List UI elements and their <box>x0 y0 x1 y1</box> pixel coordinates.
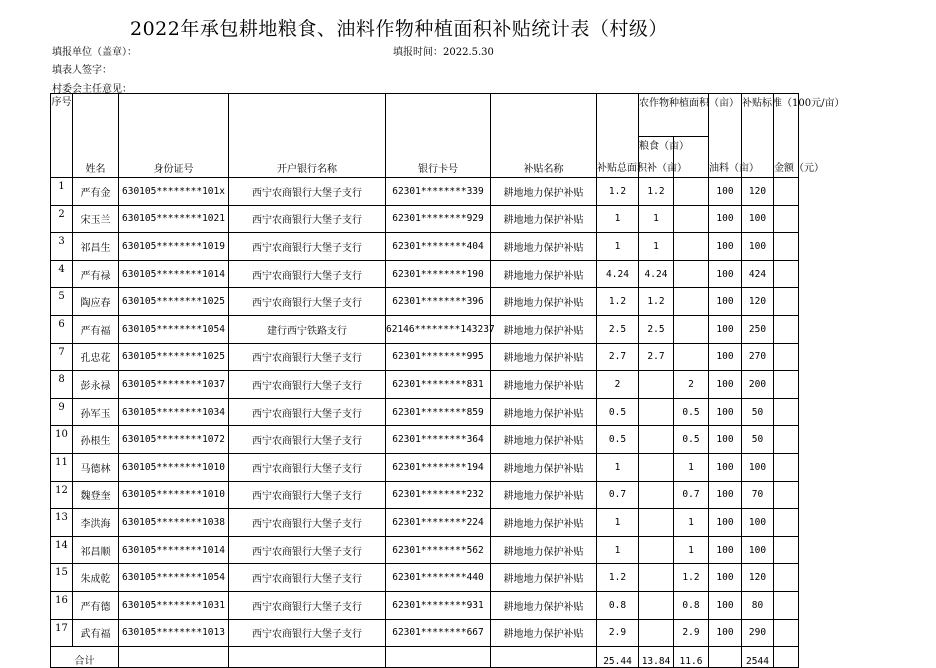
table-row <box>51 509 799 537</box>
cell-seq: 14 <box>51 536 73 564</box>
cell-amount: 50 <box>742 398 774 426</box>
cell-id: 630105********1072 <box>119 426 229 454</box>
cell-subsidy: 耕地地力保护补贴 <box>491 315 597 343</box>
cell-amount: 424 <box>742 260 774 288</box>
cell-total-area: 0.5 <box>597 398 639 426</box>
cell-id: 630105********1034 <box>119 398 229 426</box>
cell-oil <box>674 178 709 206</box>
cell-seq: 15 <box>51 564 73 592</box>
cell-total-area: 1 <box>597 509 639 537</box>
cell-oil: 1 <box>674 453 709 481</box>
total-subsidy <box>491 647 597 668</box>
cell-amount: 70 <box>742 481 774 509</box>
cell-subsidy: 耕地地力保护补贴 <box>491 536 597 564</box>
total-id <box>119 647 229 668</box>
cell-oil <box>674 288 709 316</box>
cell-card: 62301********190 <box>386 260 491 288</box>
cell-bank: 西宁农商银行大堡子支行 <box>229 426 386 454</box>
cell-card: 62301********396 <box>386 288 491 316</box>
cell-subsidy: 耕地地力保护补贴 <box>491 509 597 537</box>
cell-subsidy: 耕地地力保护补贴 <box>491 564 597 592</box>
cell-seq: 10 <box>51 426 73 454</box>
cell-amount: 50 <box>742 426 774 454</box>
cell-standard: 100 <box>709 343 742 371</box>
cell-amount: 100 <box>742 205 774 233</box>
cell-bank: 西宁农商银行大堡子支行 <box>229 509 386 537</box>
cell-card: 62301********929 <box>386 205 491 233</box>
cell-standard: 100 <box>709 591 742 619</box>
cell-oil <box>674 343 709 371</box>
cell-subsidy: 耕地地力保护补贴 <box>491 481 597 509</box>
total-card <box>386 647 491 668</box>
cell-standard: 100 <box>709 481 742 509</box>
cell-oil: 0.7 <box>674 481 709 509</box>
header-standard: 补贴标准（100元/亩） <box>742 94 774 178</box>
table-row <box>51 591 799 619</box>
cell-total-area: 1 <box>597 205 639 233</box>
cell-oil: 0.8 <box>674 591 709 619</box>
cell-bank: 西宁农商银行大堡子支行 <box>229 591 386 619</box>
cell-amount: 200 <box>742 371 774 399</box>
cell-id: 630105********1025 <box>119 288 229 316</box>
cell-seq: 4 <box>51 260 73 288</box>
total-oil: 11.6 <box>674 647 709 668</box>
cell-subsidy: 耕地地力保护补贴 <box>491 233 597 261</box>
cell-total-area: 1.2 <box>597 288 639 316</box>
header-oil: 油料（亩） <box>709 94 742 178</box>
table-row <box>51 371 799 399</box>
cell-card: 62301********831 <box>386 371 491 399</box>
cell-grain <box>639 509 674 537</box>
cell-oil: 2.9 <box>674 619 709 647</box>
total-amount: 2544 <box>742 647 774 668</box>
cell-card: 62301********931 <box>386 591 491 619</box>
cell-name: 祁昌生 <box>73 233 119 261</box>
cell-grain <box>639 398 674 426</box>
cell-oil: 1.2 <box>674 564 709 592</box>
cell-grain <box>639 481 674 509</box>
cell-card: 62301********404 <box>386 233 491 261</box>
cell-seq: 6 <box>51 315 73 343</box>
cell-standard: 100 <box>709 288 742 316</box>
cell-remark <box>774 205 799 233</box>
cell-total-area: 1 <box>597 453 639 481</box>
cell-standard: 100 <box>709 398 742 426</box>
cell-total-area: 2.7 <box>597 343 639 371</box>
cell-id: 630105********1038 <box>119 509 229 537</box>
cell-standard: 100 <box>709 619 742 647</box>
cell-name: 李洪海 <box>73 509 119 537</box>
cell-bank: 西宁农商银行大堡子支行 <box>229 453 386 481</box>
cell-standard: 100 <box>709 233 742 261</box>
table-row <box>51 205 799 233</box>
cell-id: 630105********1010 <box>119 453 229 481</box>
cell-standard: 100 <box>709 205 742 233</box>
cell-bank: 西宁农商银行大堡子支行 <box>229 398 386 426</box>
cell-card: 62301********562 <box>386 536 491 564</box>
total-grain: 13.84 <box>639 647 674 668</box>
cell-amount: 120 <box>742 288 774 316</box>
table-row <box>51 260 799 288</box>
cell-standard: 100 <box>709 371 742 399</box>
page-title: 2022年承包耕地粮食、油料作物种植面积补贴统计表（村级） <box>130 18 668 40</box>
cell-name: 严有德 <box>73 591 119 619</box>
header-card: 银行卡号 <box>386 94 491 178</box>
cell-grain <box>639 619 674 647</box>
cell-name: 马德林 <box>73 453 119 481</box>
cell-total-area: 0.8 <box>597 591 639 619</box>
cell-amount: 250 <box>742 315 774 343</box>
cell-subsidy: 耕地地力保护补贴 <box>491 426 597 454</box>
cell-name: 孙根生 <box>73 426 119 454</box>
cell-oil: 1 <box>674 536 709 564</box>
header-amount: 金额（元） <box>774 94 799 178</box>
cell-remark <box>774 260 799 288</box>
cell-id: 630105********1037 <box>119 371 229 399</box>
table-row <box>51 453 799 481</box>
total-bank <box>229 647 386 668</box>
cell-grain: 4.24 <box>639 260 674 288</box>
cell-card: 62301********339 <box>386 178 491 206</box>
table-row <box>51 288 799 316</box>
cell-total-area: 1 <box>597 233 639 261</box>
cell-total-area: 0.7 <box>597 481 639 509</box>
cell-oil <box>674 233 709 261</box>
cell-name: 孙军玉 <box>73 398 119 426</box>
header-crop-area: 农作物种植面积（亩） <box>639 94 709 137</box>
cell-amount: 100 <box>742 233 774 261</box>
cell-remark <box>774 233 799 261</box>
cell-amount: 120 <box>742 564 774 592</box>
cell-remark <box>774 509 799 537</box>
cell-id: 630105********1019 <box>119 233 229 261</box>
cell-id: 630105********1021 <box>119 205 229 233</box>
cell-amount: 100 <box>742 453 774 481</box>
cell-remark <box>774 343 799 371</box>
cell-bank: 西宁农商银行大堡子支行 <box>229 536 386 564</box>
cell-name: 陶应春 <box>73 288 119 316</box>
cell-seq: 7 <box>51 343 73 371</box>
total-remark <box>774 647 799 668</box>
cell-seq: 3 <box>51 233 73 261</box>
cell-total-area: 2.9 <box>597 619 639 647</box>
cell-remark <box>774 398 799 426</box>
cell-seq: 16 <box>51 591 73 619</box>
cell-bank: 西宁农商银行大堡子支行 <box>229 260 386 288</box>
cell-seq: 9 <box>51 398 73 426</box>
cell-total-area: 1.2 <box>597 564 639 592</box>
cell-id: 630105********101x <box>119 178 229 206</box>
cell-remark <box>774 288 799 316</box>
total-standard <box>709 647 742 668</box>
cell-grain <box>639 371 674 399</box>
cell-grain: 1 <box>639 233 674 261</box>
header-total-area: 补贴总面积补（亩） <box>597 94 639 178</box>
cell-remark <box>774 426 799 454</box>
cell-grain: 1.2 <box>639 178 674 206</box>
cell-subsidy: 耕地地力保护补贴 <box>491 178 597 206</box>
cell-id: 630105********1014 <box>119 260 229 288</box>
total-area: 25.44 <box>597 647 639 668</box>
totals-row <box>51 647 799 668</box>
cell-bank: 西宁农商银行大堡子支行 <box>229 343 386 371</box>
cell-subsidy: 耕地地力保护补贴 <box>491 591 597 619</box>
cell-seq: 1 <box>51 178 73 206</box>
cell-name: 宋玉兰 <box>73 205 119 233</box>
cell-amount: 100 <box>742 509 774 537</box>
subsidy-table <box>50 93 845 668</box>
reporting-unit-label: 填报单位（盖章）： <box>52 47 137 58</box>
table-row <box>51 315 799 343</box>
cell-card: 62301********194 <box>386 453 491 481</box>
cell-name: 祁昌顺 <box>73 536 119 564</box>
table-row <box>51 398 799 426</box>
table-row <box>51 619 799 647</box>
table-row <box>51 178 799 206</box>
cell-remark <box>774 564 799 592</box>
cell-bank: 西宁农商银行大堡子支行 <box>229 481 386 509</box>
cell-subsidy: 耕地地力保护补贴 <box>491 205 597 233</box>
cell-oil: 0.5 <box>674 426 709 454</box>
cell-bank: 西宁农商银行大堡子支行 <box>229 564 386 592</box>
cell-grain: 2.5 <box>639 315 674 343</box>
cell-id: 630105********1013 <box>119 619 229 647</box>
cell-amount: 100 <box>742 536 774 564</box>
cell-grain <box>639 453 674 481</box>
cell-bank: 西宁农商银行大堡子支行 <box>229 178 386 206</box>
cell-bank: 西宁农商银行大堡子支行 <box>229 371 386 399</box>
cell-subsidy: 耕地地力保护补贴 <box>491 260 597 288</box>
cell-standard: 100 <box>709 426 742 454</box>
cell-name: 孔忠花 <box>73 343 119 371</box>
header-grain: 粮食（亩） <box>639 137 674 178</box>
cell-grain: 2.7 <box>639 343 674 371</box>
cell-name: 朱成乾 <box>73 564 119 592</box>
cell-amount: 80 <box>742 591 774 619</box>
cell-remark <box>774 536 799 564</box>
cell-bank: 建行西宁铁路支行 <box>229 315 386 343</box>
cell-name: 严有禄 <box>73 260 119 288</box>
director-opinion-label: 村委会主任意见： <box>52 84 132 95</box>
cell-id: 630105********1054 <box>119 315 229 343</box>
table-row <box>51 343 799 371</box>
cell-card: 62301********859 <box>386 398 491 426</box>
cell-seq: 8 <box>51 371 73 399</box>
cell-total-area: 1 <box>597 536 639 564</box>
cell-remark <box>774 178 799 206</box>
cell-seq: 2 <box>51 205 73 233</box>
cell-name: 彭永禄 <box>73 371 119 399</box>
cell-card: 62301********224 <box>386 509 491 537</box>
cell-remark <box>774 453 799 481</box>
cell-remark <box>774 591 799 619</box>
cell-id: 630105********1025 <box>119 343 229 371</box>
filler-signature-label: 填表人签字： <box>52 65 112 76</box>
cell-standard: 100 <box>709 536 742 564</box>
cell-amount: 270 <box>742 343 774 371</box>
header-bank: 开户银行名称 <box>229 94 386 178</box>
table-row <box>51 481 799 509</box>
cell-card: 62301********995 <box>386 343 491 371</box>
cell-seq: 12 <box>51 481 73 509</box>
cell-oil <box>674 315 709 343</box>
cell-total-area: 0.5 <box>597 426 639 454</box>
cell-standard: 100 <box>709 315 742 343</box>
cell-standard: 100 <box>709 509 742 537</box>
cell-bank: 西宁农商银行大堡子支行 <box>229 205 386 233</box>
cell-card: 62301********440 <box>386 564 491 592</box>
cell-id: 630105********1010 <box>119 481 229 509</box>
cell-seq: 17 <box>51 619 73 647</box>
cell-total-area: 1.2 <box>597 178 639 206</box>
header-name: 姓名 <box>73 94 119 178</box>
cell-remark <box>774 315 799 343</box>
cell-card: 62146********143237 <box>386 315 491 343</box>
cell-oil: 2 <box>674 371 709 399</box>
cell-standard: 100 <box>709 260 742 288</box>
cell-name: 魏登奎 <box>73 481 119 509</box>
cell-oil <box>674 205 709 233</box>
cell-total-area: 4.24 <box>597 260 639 288</box>
cell-subsidy: 耕地地力保护补贴 <box>491 288 597 316</box>
cell-seq: 13 <box>51 509 73 537</box>
table-row <box>51 233 799 261</box>
cell-remark <box>774 619 799 647</box>
cell-name: 严有福 <box>73 315 119 343</box>
cell-total-area: 2.5 <box>597 315 639 343</box>
cell-id: 630105********1054 <box>119 564 229 592</box>
cell-card: 62301********364 <box>386 426 491 454</box>
cell-name: 武有福 <box>73 619 119 647</box>
cell-grain <box>639 426 674 454</box>
cell-id: 630105********1031 <box>119 591 229 619</box>
table-row <box>51 564 799 592</box>
cell-seq: 5 <box>51 288 73 316</box>
cell-subsidy: 耕地地力保护补贴 <box>491 619 597 647</box>
cell-oil: 1 <box>674 509 709 537</box>
cell-grain: 1 <box>639 205 674 233</box>
cell-subsidy: 耕地地力保护补贴 <box>491 453 597 481</box>
cell-grain <box>639 564 674 592</box>
cell-card: 62301********232 <box>386 481 491 509</box>
cell-amount: 290 <box>742 619 774 647</box>
cell-standard: 100 <box>709 178 742 206</box>
cell-bank: 西宁农商银行大堡子支行 <box>229 233 386 261</box>
table-row <box>51 426 799 454</box>
cell-card: 62301********667 <box>386 619 491 647</box>
cell-oil <box>674 260 709 288</box>
cell-remark <box>774 481 799 509</box>
cell-bank: 西宁农商银行大堡子支行 <box>229 288 386 316</box>
reporting-time-label: 填报时间：2022.5.30 <box>393 47 494 58</box>
header-subsidy: 补贴名称 <box>491 94 597 178</box>
cell-total-area: 2 <box>597 371 639 399</box>
header-seq: 序号 <box>51 94 73 178</box>
cell-bank: 西宁农商银行大堡子支行 <box>229 619 386 647</box>
cell-oil: 0.5 <box>674 398 709 426</box>
total-label: 合计 <box>51 647 119 668</box>
cell-remark <box>774 371 799 399</box>
cell-standard: 100 <box>709 453 742 481</box>
cell-standard: 100 <box>709 564 742 592</box>
cell-grain: 1.2 <box>639 288 674 316</box>
cell-seq: 11 <box>51 453 73 481</box>
header-id: 身份证号 <box>119 94 229 178</box>
cell-id: 630105********1014 <box>119 536 229 564</box>
cell-subsidy: 耕地地力保护补贴 <box>491 371 597 399</box>
cell-name: 严有金 <box>73 178 119 206</box>
cell-subsidy: 耕地地力保护补贴 <box>491 343 597 371</box>
cell-grain <box>639 536 674 564</box>
table-row <box>51 536 799 564</box>
cell-amount: 120 <box>742 178 774 206</box>
cell-subsidy: 耕地地力保护补贴 <box>491 398 597 426</box>
cell-grain <box>639 591 674 619</box>
